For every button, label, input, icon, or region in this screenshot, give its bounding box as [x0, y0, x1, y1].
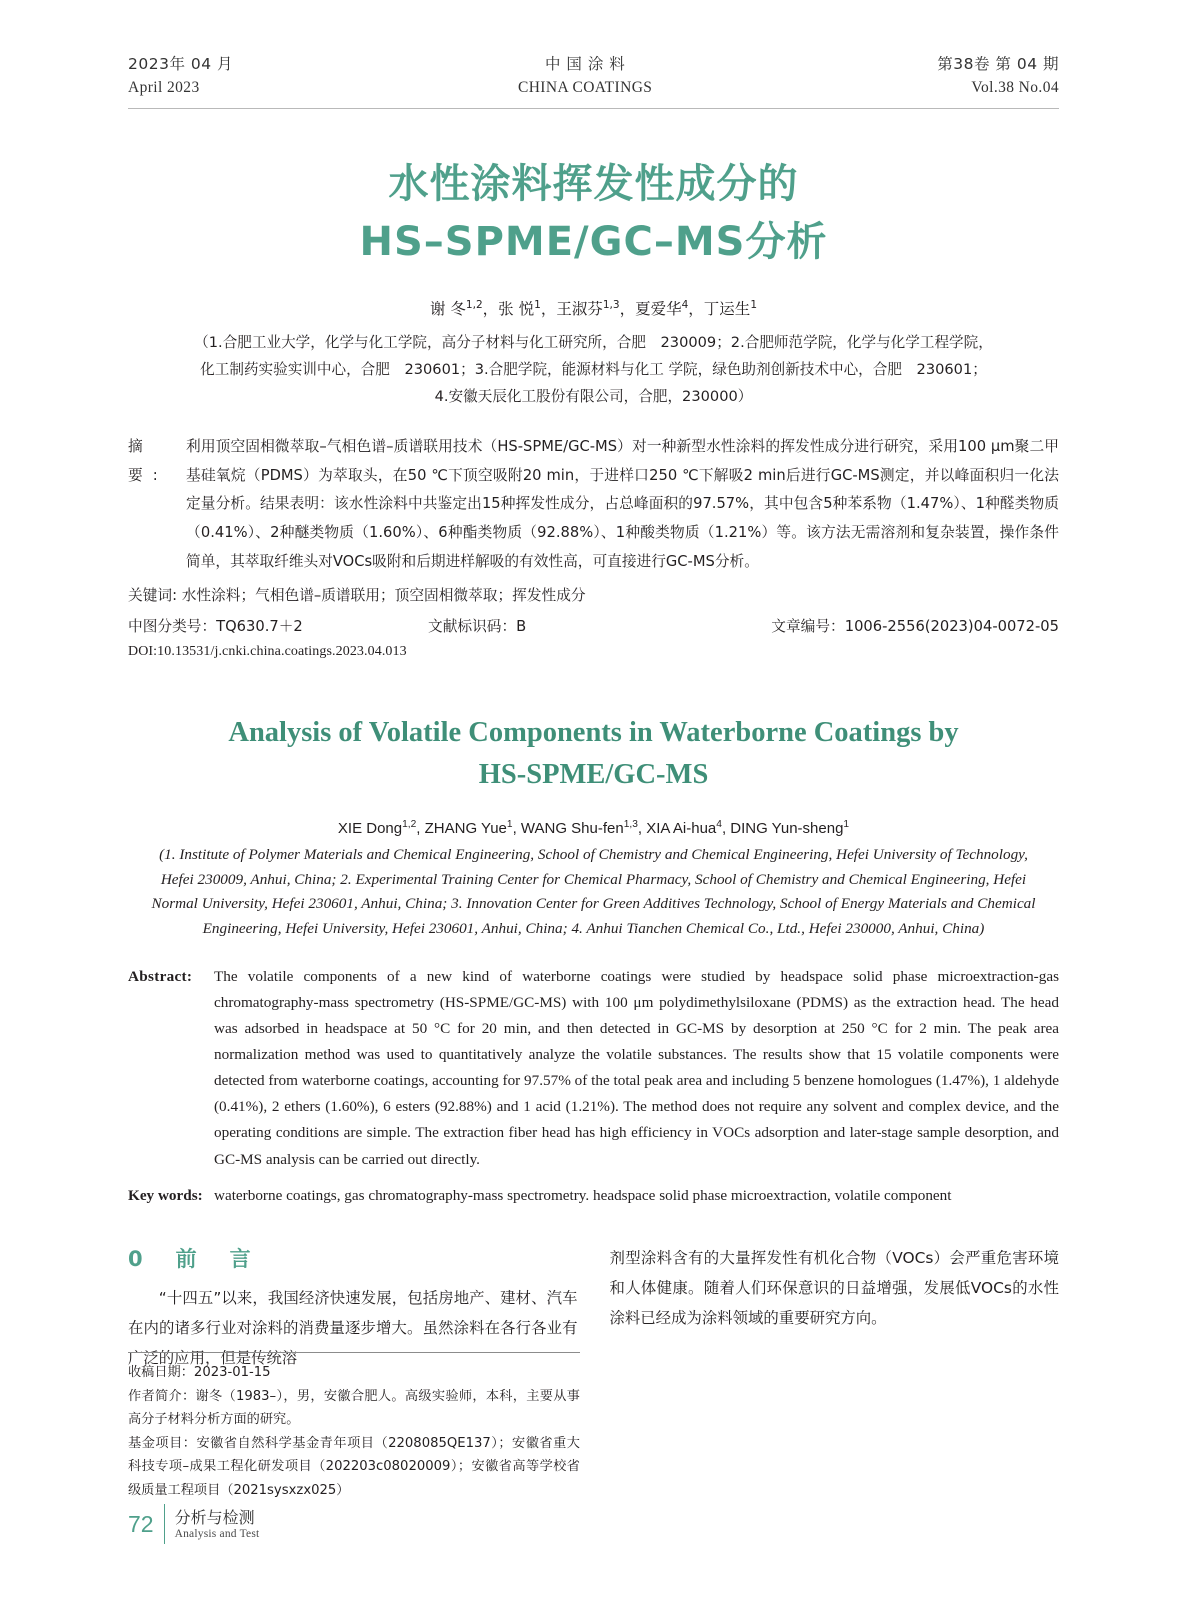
keywords-cn [128, 582, 1059, 611]
footnote-author-bio: 作者简介：谢冬（1983–），男，安徽合肥人。高级实验师，本科，主要从事高分子材料分析方面的研究。 [128, 1388, 580, 1427]
running-head [128, 0, 1059, 109]
page-title-cn-line2: HS–SPME/GC–MS分析 [359, 219, 828, 266]
abstract-en [128, 964, 1059, 1173]
affiliation-cn-line3: 4.安徽天辰化工股份有限公司，合肥，230000） [434, 387, 753, 405]
keywords-en-label: Key words: [128, 1186, 203, 1204]
abstract-en-label: Abstract: [128, 967, 193, 985]
keywords-cn-text: 水性涂料；气相色谱–质谱联用；顶空固相微萃取；挥发性成分 [181, 587, 586, 605]
footnotes [128, 1352, 580, 1502]
keywords-en-text: waterborne coatings, gas chromatography-mass spectrometry. headspace solid phase microextraction, volatile component [214, 1186, 952, 1204]
journal-name-cn: 中 国 涂 料 [545, 55, 626, 73]
page-title-en-line1: Analysis of Volatile Components in Waterborne Coatings by [228, 716, 959, 748]
page-footer [128, 1504, 259, 1544]
affiliations-cn [128, 330, 1059, 411]
issue-date-en: April 2023 [128, 79, 200, 97]
journal-name-en: CHINA COATINGS [517, 79, 653, 97]
clc-number: 中图分类号：TQ630.7＋2 [128, 617, 303, 635]
abstract-cn [128, 433, 1059, 576]
issue-date-cn: 2023年 04 月 [128, 55, 234, 73]
body-column-right [610, 1243, 1060, 1373]
authors-cn: 谢 冬$^{1,2}$，张 悦$^1$，王淑芬$^{1,3}$，夏爱华$^4$，丁运生$^1$ [429, 299, 758, 319]
affiliations-en: (1. Institute of Polymer Materials and Chemical Engineering, School of Chemistry and Chemical Engineering, Hefei University of Technology, Hefei 230009, Anhui, China; 2. Experimental Training Center for Chemical Pharmacy, School of Chemistry and Chemical Engineering, Hefei Normal University, Hefei 230601, Anhui, China; 3. Innovation Center for Green Additives Technology, School of Energy Materials and Chemical Engineering, Hefei University, Hefei 230601, Anhui, China; 4. Anhui Tianchen Chemical Co., Ltd., Hefei 230000, Anhui, China) [151, 846, 1036, 937]
running-head-center [518, 52, 652, 100]
page-title-cn-line1: 水性涂料挥发性成分的 [388, 161, 799, 208]
footnote-received-date: 收稿日期：2023-01-15 [128, 1365, 271, 1380]
page-title-cn [128, 155, 1059, 271]
abstract-en-text: The volatile components of a new kind of waterborne coatings were studied by headspace solid phase microextraction-gas chromatography-mass spectrometry (HS-SPME/GC-MS) with 100 μm polydimethylsiloxane (PDMS) as the extraction head. The head was adsorbed in headspace at 50 °C for 20 min, and then detected in GC-MS by desorption at 250 °C for 2 min. The peak area normalization method was used to quantitatively analyze the volatile substances. The results show that 15 volatile components were detected from waterborne coatings, accounting for 97.57% of the total peak area and including 5 benzene homologues (1.47%), 1 aldehyde (0.41%), 2 ethers (1.60%), 6 esters (92.88%) and 1 acid (1.21%). The method does not require any solvent and complex device, and the operating conditions are simple. The extraction fiber head has high efficiency in VOCs adsorption and later-stage sample desorption, and GC-MS analysis can be carried out directly. [214, 967, 1059, 1168]
abstract-cn-label: 摘 要: [128, 437, 178, 484]
footer-divider [164, 1504, 165, 1544]
footer-section-cn: 分析与检测 [174, 1508, 255, 1527]
article-meta-cn [128, 613, 1059, 642]
affiliation-cn-line1: （1.合肥工业大学，化学与化工学院，高分子材料与化工研究所，合肥 230009；2.合肥师范学院，化学与化学工程学院， [194, 333, 993, 351]
section-heading: 0 前 言 [128, 1246, 257, 1271]
keywords-cn-label: 关键词: [128, 587, 178, 605]
doi: DOI:10.13531/j.cnki.china.coatings.2023.04.013 [128, 643, 407, 659]
abstract-cn-text: 利用顶空固相微萃取–气相色谱–质谱联用技术（HS-SPME/GC-MS）对一种新型水性涂料的挥发性成分进行研究，采用100 μm聚二甲基硅氧烷（PDMS）为萃取头，在50 ℃下顶空吸附20 min，于进样口250 ℃下解吸2 min后进行GC-MS测定，并以峰面积归一化法定量分析。结果表明：该水性涂料中共鉴定出15种挥发性成分，占总峰面积的97.57%，其中包含5种苯系物（1.47%）、1种醛类物质（0.41%）、2种醚类物质（1.60%）、6种酯类物质（92.88%）、1种酸类物质（1.21%）等。该方法无需溶剂和复杂装置，操作条件简单，其萃取纤维头对VOCs吸附和后期进样解吸的有效性高，可直接进行GC-MS分析。 [186, 437, 1059, 570]
document-code: 文献标识码：B [428, 617, 527, 635]
page-title-en-line2: HS-SPME/GC-MS [478, 759, 709, 791]
page-title-en [128, 712, 1059, 798]
footer-section-en: Analysis and Test [174, 1528, 260, 1540]
authors-en: XIE Dong$^{1,2}$, ZHANG Yue$^1$, WANG Shu-fen$^{1,3}$, XIA Ai-hua$^4$, DING Yun-sheng$^1$ [337, 819, 850, 838]
volume-issue-cn: 第38卷 第 04 期 [937, 55, 1059, 73]
article-id: 文章编号：1006-2556(2023)04-0072-05 [771, 617, 1059, 635]
running-head-right [937, 52, 1059, 100]
running-head-left [128, 52, 233, 100]
keywords-en [128, 1183, 1059, 1209]
affiliation-cn-line2: 化工制药实验实训中心，合肥 230601；3.合肥学院，能源材料与化工 学院，绿色助剂创新技术中心，合肥 230601； [200, 360, 987, 378]
body-paragraph-left: “十四五”以来，我国经济快速发展，包括房地产、建材、汽车在内的诸多行业对涂料的消费量逐步增大。虽然涂料在各行各业有广泛的应用，但是传统溶 [128, 1288, 578, 1367]
footnote-funding: 基金项目：安徽省自然科学基金青年项目（2208085QE137）；安徽省重大科技专项–成果工程化研发项目（202203c08020009）；安徽省高等学校省级质量工程项目（2021sysxzx025） [128, 1435, 580, 1498]
page-number: 72 [128, 1510, 154, 1537]
body-paragraph-right: 剂型涂料含有的大量挥发性有机化合物（VOCs）会严重危害环境和人体健康。随着人们环保意识的日益增强，发展低VOCs的水性涂料已经成为涂料领域的重要研究方向。 [609, 1248, 1059, 1327]
volume-issue-en: Vol.38 No.04 [971, 79, 1059, 97]
